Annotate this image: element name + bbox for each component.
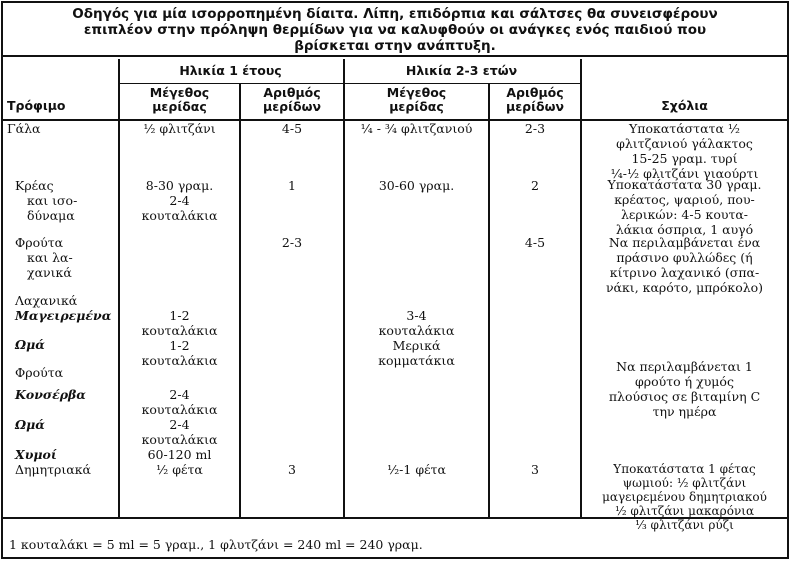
food-meat <box>15 178 77 223</box>
fruit-canned-size-1-line1: 2-4 <box>169 387 190 402</box>
veg-cooked-label: Μαγειρεμένα <box>15 308 112 323</box>
header-count-1 <box>241 86 343 114</box>
header-size-23-line1: Μέγεθος <box>386 85 447 100</box>
food-fruitveg-line2: και λα- <box>27 250 73 265</box>
col-divider-4 <box>488 83 490 517</box>
fruit-raw-size-1-line1: 2-4 <box>169 417 190 432</box>
veg-cooked-size-23 <box>345 308 488 338</box>
meat-size-1 <box>120 178 239 223</box>
meat-count-1: 1 <box>288 178 296 193</box>
cereals-comment-line1: Υποκατάστατα 1 φέτας <box>613 462 756 476</box>
milk-size-1: ½ φλιτζάνι <box>143 121 216 136</box>
title-line-1: Οδηγός για μία ισορροπημένη δίαιτα. Λίπη, επιδόρπια και σάλτσες θα συνεισφέρουν <box>72 6 718 22</box>
meat-comment <box>582 177 787 237</box>
header-count-23 <box>490 86 580 114</box>
milk-comment-line1: Υποκατάστατα ½ <box>629 121 740 136</box>
col-divider-2 <box>239 83 241 517</box>
header-count-1-line2: μερίδων <box>263 99 321 114</box>
milk-comment-line3: 15-25 γραμ. τυρί <box>631 151 738 166</box>
cereals-comment-line3: μαγειρεμένου δημητριακού <box>602 490 767 504</box>
footer-units-note: 1 κουταλάκι = 5 ml = 5 γραμ., 1 φλυτζάνι = 240 ml = 240 γραμ. <box>9 537 423 552</box>
header-count-23-line1: Αριθμός <box>506 85 564 100</box>
table-frame <box>1 1 789 559</box>
fruit-raw-label: Ωμά <box>15 417 45 432</box>
header-size-1 <box>120 86 239 114</box>
fruitveg-comment-line4: νάκι, καρότο, μπρόκολο) <box>605 280 764 295</box>
fruit-juice-size-1: 60-120 ml <box>147 447 212 462</box>
cereals-comment-line5: ⅓ φλιτζάνι ρύζι <box>635 518 734 532</box>
veg-cooked-size-1 <box>120 308 239 338</box>
milk-comment-line4: ¼-½ φλιτζάνι γιαούρτι <box>610 166 759 181</box>
header-count-1-line1: Αριθμός <box>263 85 321 100</box>
fruitveg-comment-line2: πράσινο φυλλώδες (ή <box>616 250 753 265</box>
cereals-comment <box>582 462 787 532</box>
veg-cooked-size-23-line1: 3-4 <box>406 308 427 323</box>
milk-comment-line2: φλιτζανιού γάλακτος <box>616 136 753 151</box>
cereals-size-23: ½-1 φέτα <box>387 462 446 477</box>
fruit-juice-label: Χυμοί <box>15 447 57 462</box>
food-fruitveg-line1: Φρούτα <box>15 235 64 250</box>
cereals-comment-line2: ψωμιού: ½ φλιτζάνι <box>622 476 747 490</box>
fruit-comment-line3: πλούσιος σε βιταμίνη C <box>608 389 761 404</box>
veg-raw-size-1 <box>120 338 239 368</box>
veg-raw-size-23-line1: Μερικά <box>392 338 441 353</box>
fruitveg-count-1: 2-3 <box>281 235 303 250</box>
veg-cooked-size-1-line2: κουταλάκια <box>141 323 218 338</box>
milk-count-23: 2-3 <box>524 121 546 136</box>
veg-raw-size-1-line2: κουταλάκια <box>141 353 218 368</box>
fruit-comment-line1: Να περιλαμβάνεται 1 <box>616 359 753 374</box>
diet-table <box>3 59 787 559</box>
header-age-1: Ηλικία 1 έτους <box>179 63 282 78</box>
fruitveg-comment-line3: κίτρινο λαχανικό (σπα- <box>609 265 760 280</box>
food-cereals: Δημητριακά <box>15 462 91 477</box>
food-milk: Γάλα <box>7 121 41 136</box>
header-age-2-3: Ηλικία 2-3 ετών <box>405 63 518 78</box>
food-fruitveg-line3: χανικά <box>27 265 72 280</box>
veg-raw-size-23 <box>345 338 488 368</box>
meat-size-1-line3: κουταλάκια <box>141 208 218 223</box>
fruit-canned-size-1 <box>120 387 239 417</box>
food-fruitveg <box>15 235 73 280</box>
fruit-raw-size-1-line2: κουταλάκια <box>141 432 218 447</box>
meat-comment-line3: λερικών: 4-5 κουτα- <box>620 207 749 222</box>
cereals-count-23: 3 <box>531 462 539 477</box>
veg-cooked-size-1-line1: 1-2 <box>169 308 190 323</box>
milk-count-1: 4-5 <box>281 121 303 136</box>
header-food: Τρόφιμο <box>7 98 66 113</box>
fruit-canned-label: Κονσέρβα <box>15 387 86 402</box>
meat-count-23: 2 <box>531 178 539 193</box>
age-header-underline <box>118 83 580 84</box>
meat-size-23: 30-60 γραμ. <box>378 178 455 193</box>
fruit-comment <box>582 359 787 419</box>
veg-raw-size-1-line1: 1-2 <box>169 338 190 353</box>
food-meat-line2: και ισο- <box>27 193 78 208</box>
header-size-1-line2: μερίδας <box>152 99 207 114</box>
meat-comment-line1: Υποκατάστατα 30 γραμ. <box>607 177 762 192</box>
header-comments: Σχόλια <box>661 98 708 113</box>
header-size-23-line2: μερίδας <box>389 99 444 114</box>
food-meat-line1: Κρέας <box>15 178 54 193</box>
page-title <box>3 3 787 57</box>
fruitveg-count-23: 4-5 <box>524 235 546 250</box>
title-line-2: επιπλέον στην πρόληψη θερμίδων για να καλυφθούν οι ανάγκες ενός παιδιού που <box>83 22 707 38</box>
veg-raw-size-23-line2: κομματάκια <box>378 353 455 368</box>
food-meat-line3: δύναμα <box>27 208 75 223</box>
meat-comment-line4: λάκια όσπρια, 1 αυγό <box>615 222 754 237</box>
meat-comment-line2: κρέατος, ψαριού, που- <box>614 192 755 207</box>
fruitveg-comment <box>582 235 787 295</box>
header-count-23-line2: μερίδων <box>506 99 564 114</box>
fruit-canned-size-1-line2: κουταλάκια <box>141 402 218 417</box>
fruit-comment-line2: φρούτο ή χυμός <box>635 374 734 389</box>
header-size-1-line1: Μέγεθος <box>149 85 210 100</box>
cereals-count-1: 3 <box>288 462 296 477</box>
header-size-23 <box>345 86 488 114</box>
food-vegetables: Λαχανικά <box>15 293 78 308</box>
cereals-comment-line4: ½ φλιτζάνι μακαρόνια <box>614 504 755 518</box>
cereals-size-1: ½ φέτα <box>156 462 203 477</box>
meat-size-1-line2: 2-4 <box>169 193 190 208</box>
veg-cooked-size-23-line2: κουταλάκια <box>378 323 455 338</box>
milk-size-23: ¼ - ¾ φλιτζανιού <box>360 121 473 136</box>
fruit-comment-line4: την ημέρα <box>652 404 717 419</box>
meat-size-1-line1: 8-30 γραμ. <box>145 178 214 193</box>
milk-comment <box>582 121 787 181</box>
fruit-raw-size-1 <box>120 417 239 447</box>
fruitveg-comment-line1: Να περιλαμβάνεται ένα <box>608 235 761 250</box>
title-line-3: βρίσκεται στην ανάπτυξη. <box>294 38 496 54</box>
veg-raw-label: Ωμά <box>15 337 45 352</box>
food-fruit: Φρούτα <box>15 365 64 380</box>
